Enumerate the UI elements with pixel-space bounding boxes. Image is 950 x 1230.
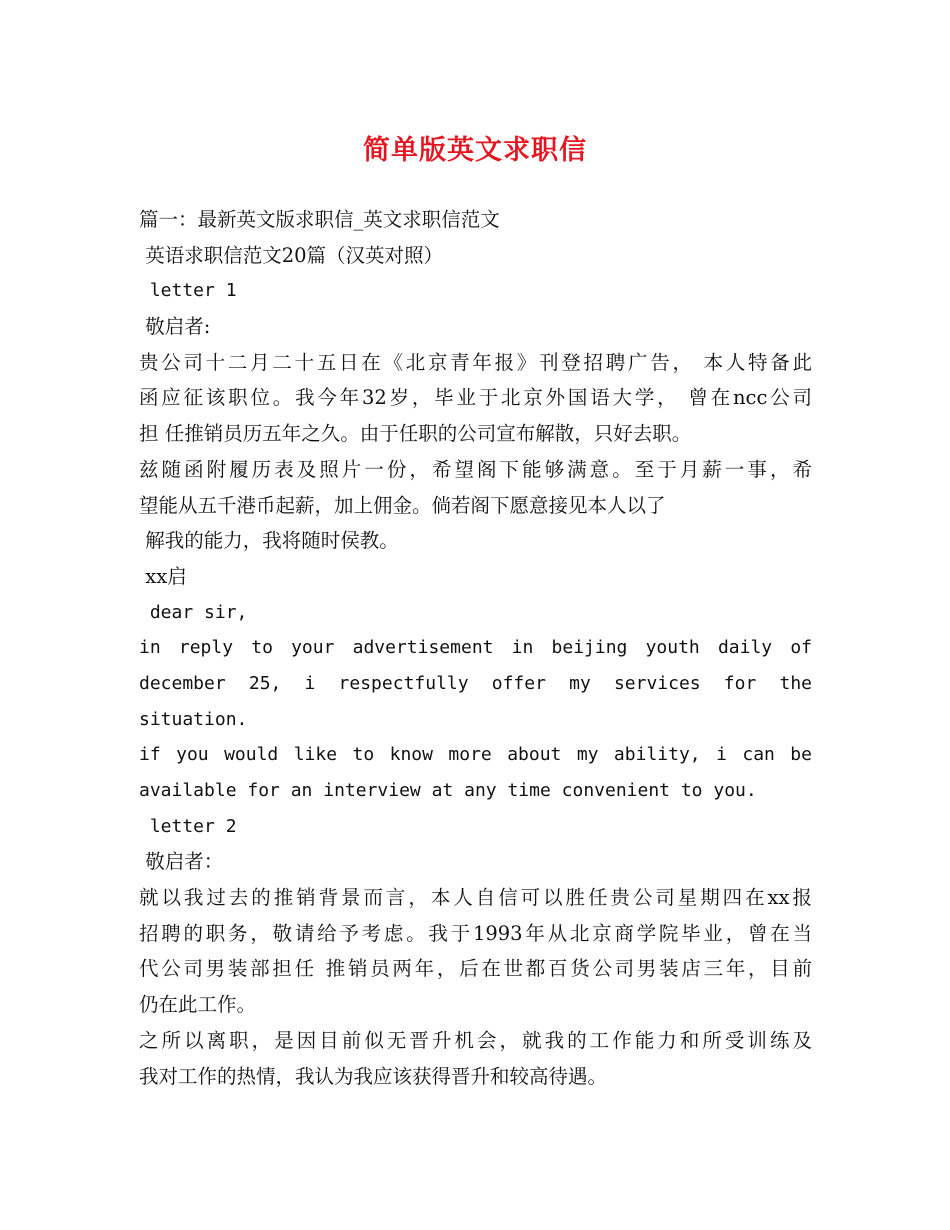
body-line: 代公司男装部担任 推销员两年，后在世都百货公司男装店三年，目前 — [139, 957, 812, 981]
body-line: letter 2 — [139, 815, 237, 837]
body-line: 解我的能力，我将随时侯教。 — [139, 529, 399, 553]
body-line: december 25, i respectfully offer my services for the — [139, 672, 812, 694]
body-line: 之所以离职，是因目前似无晋升机会，就我的工作能力和所受训练及 — [139, 1028, 812, 1052]
body-line: in reply to your advertisement in beijing youth daily of — [139, 637, 812, 659]
body-line: 担 任推销员历五年之久。由于任职的公司宣布解散，只好去职。 — [139, 422, 692, 446]
body-line: situation. — [139, 708, 248, 730]
document-body — [139, 202, 812, 1094]
body-line: 我对工作的热情，我认为我应该获得晋升和较高待遇。 — [139, 1064, 608, 1088]
body-line: available for an interview at any time convenient to you. — [139, 780, 757, 801]
body-line: dear sir, — [139, 601, 248, 623]
body-line: 敬启者： — [139, 850, 224, 874]
body-line: 仍在此工作。 — [139, 993, 257, 1017]
body-line: 望能从五千港币起薪，加上佣金。倘若阁下愿意接见本人以了 — [139, 493, 666, 517]
document-title: 简单版英文求职信 — [363, 135, 587, 166]
body-line: letter 1 — [139, 280, 237, 302]
body-line: 贵公司十二月二十五日在《北京青年报》刊登招聘广告， 本人特备此 — [139, 350, 812, 374]
body-line: 敬启者: — [139, 315, 211, 339]
body-line: 篇一：最新英文版求职信_英文求职信范文 — [139, 208, 500, 231]
body-line: 英语求职信范文20篇（汉英对照） — [139, 243, 444, 267]
body-line: if you would like to know more about my ability, i can be — [139, 744, 812, 766]
body-line: xx启 — [139, 564, 187, 588]
body-line: 兹随函附履历表及照片一份，希望阁下能够满意。至于月薪一事，希 — [139, 457, 812, 481]
body-line: 招聘的职务，敬请给予考虑。我于1993年从北京商学院毕业，曾在当 — [139, 921, 812, 945]
body-line: 函应征该职位。我今年32岁，毕业于北京外国语大学， 曾在ncc公司 — [139, 386, 812, 410]
body-line: 就以我过去的推销背景而言，本人自信可以胜任贵公司星期四在xx报 — [139, 886, 812, 910]
